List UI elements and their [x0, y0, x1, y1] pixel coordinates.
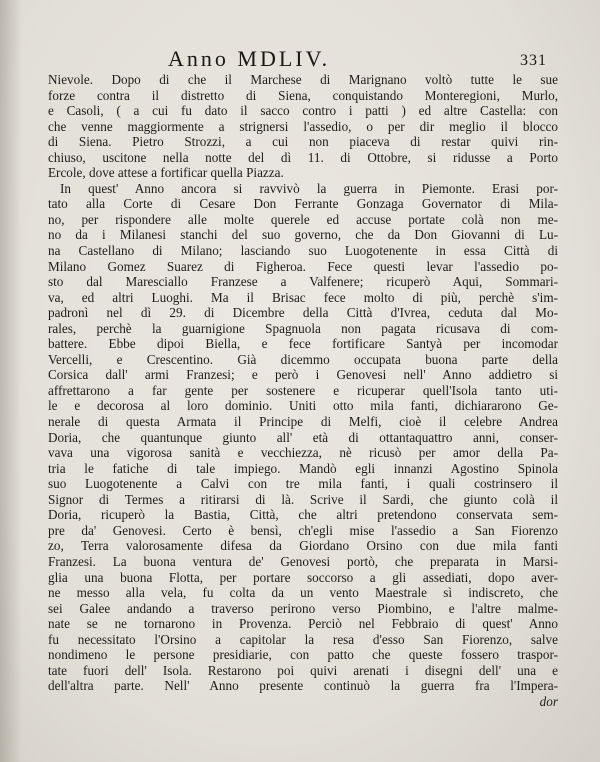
text-line: suo Luogotenente a Calvi con tre mila fanti, i quali costrinsero il — [48, 476, 558, 492]
text-line: pre da' Genovesi. Certo è bensì, ch'egli mise l'assedio a San Fiorenzo — [48, 522, 558, 538]
text-line: Signor di Termes a ritirarsi di là. Scrive il Sardi, che giunto colà il — [48, 491, 558, 507]
text-line: dell'altra parte. Nell' Anno presente continuò la guerra fra l'Impera- — [48, 678, 558, 694]
text-line: nate se ne tornarono in Provenza. Perciò nel Febbraio di quest' Anno — [48, 616, 558, 632]
text-line: Doria, che quantunque giunto all' età di ottantaquattro anni, conser- — [48, 429, 558, 445]
text-line: ne messo alla vela, fu colta da un vento Maestrale sì indiscreto, che — [48, 585, 558, 601]
text-line: Doria, ricuperò la Bastia, Città, che altri pretendono conservata sem- — [48, 507, 558, 523]
text-line: va, ed altri Luoghi. Ma il Brisac fece molto di più, perchè s'im- — [48, 289, 558, 305]
text-line: tato alla Corte di Cesare Don Ferrante Gonzaga Governator di Mila- — [48, 196, 558, 212]
text-line: sei Galee andando a traverso perirono verso Piombino, e l'altre malme- — [48, 600, 558, 616]
text-line: vava una vigorosa sanità e vecchiezza, nè ricusò per amor della Pa- — [48, 445, 558, 461]
text-line: zo, Terra valorosamente difesa da Giordano Orsino con due mila fanti — [48, 538, 558, 554]
body-text — [48, 72, 558, 709]
text-line: che venne maggiormente a strignersi l'assedio, o per dir meglio il blocco — [48, 118, 558, 134]
text-line: nerale di questa Armata il Principe di Melfi, cioè il celebre Andrea — [48, 414, 558, 430]
text-line: no da i Milanesi stanchi del suo governo, che da Don Giovanni di Lu- — [48, 227, 558, 243]
text-line: di Siena. Pietro Strozzi, a cui non piaceva di restar quivi rin- — [48, 134, 558, 150]
text-line: Vercelli, e Crescentino. Già dicemmo occupata buona parte della — [48, 351, 558, 367]
page-number: 331 — [520, 52, 547, 69]
text-line: e Casoli, ( a cui fu dato il sacco contro i patti ) ed altre Castella: con — [48, 103, 558, 119]
page-spine-shadow — [0, 0, 22, 762]
text-line: no, per rispondere alle molte querele ed accuse portate colà non me- — [48, 211, 558, 227]
text-line: nondimeno le persone presidiarie, con patto che queste fossero traspor- — [48, 647, 558, 663]
text-line: sto dal Maresciallo Franzese a Valfenere; ricuperò Aqui, Sommari- — [48, 274, 558, 290]
text-line: glia una buona Flotta, per portare soccorso a gli assediati, dopo aver- — [48, 569, 558, 585]
text-line: chiuso, uscitone nella notte del dì 11. di Ottobre, si ridusse a Porto — [48, 149, 558, 165]
text-line: affrettarono a far gente per sostenere e ricuperar quell'Isola tanto uti- — [48, 382, 558, 398]
text-line: Ercole, dove attese a fortificar quella Piazza. — [48, 165, 284, 181]
text-line: tria le fatiche di tale impiego. Mandò egli innanzi Agostino Spinola — [48, 460, 558, 476]
text-line: battere. Ebbe dipoi Biella, e fece fortificare Santyà per incomodar — [48, 336, 558, 352]
text-line: Corsica dall' armi Franzesi; e però i Genovesi nell' Anno addietro si — [48, 367, 558, 383]
text-line: Nievole. Dopo di che il Marchese di Marignano voltò tutte le sue — [48, 72, 558, 87]
text-line: forze contra il distretto di Siena, conquistando Monteregioni, Murlo, — [48, 87, 558, 103]
text-line: le e decorosa al loro dominio. Uniti otto mila fanti, dichiararono Ge- — [48, 398, 558, 414]
text-line: fu necessitato l'Orsino a capitolar la resa d'esso San Fiorenzo, salve — [48, 631, 558, 647]
page-header — [0, 36, 600, 71]
text-line: na Castellano di Milano; lasciando suo Luogotenente in essa Città di — [48, 243, 558, 259]
paragraph-start-line: In quest' Anno ancora si ravvivò la guerra in Piemonte. Erasi por- — [60, 180, 558, 196]
catchword: dor — [539, 693, 558, 709]
text-line: Franzesi. La buona ventura de' Genovesi portò, che preparata in Marsi- — [48, 553, 558, 569]
running-title: Anno MDLIV. — [168, 46, 331, 71]
text-line: rales, perchè la guarnigione Spagnuola non pagata ricusava di com- — [48, 320, 558, 336]
text-line: Milano Gomez Suarez di Figheroa. Fece questi levar l'assedio po- — [48, 258, 558, 274]
text-line: padronì nel dì 29. di Dicembre della Città d'Ivrea, ceduta dal Mo- — [48, 305, 558, 321]
text-line: tate fuori dell' Isola. Restarono poi quivi arenati i disegni dell' una e — [48, 662, 558, 678]
